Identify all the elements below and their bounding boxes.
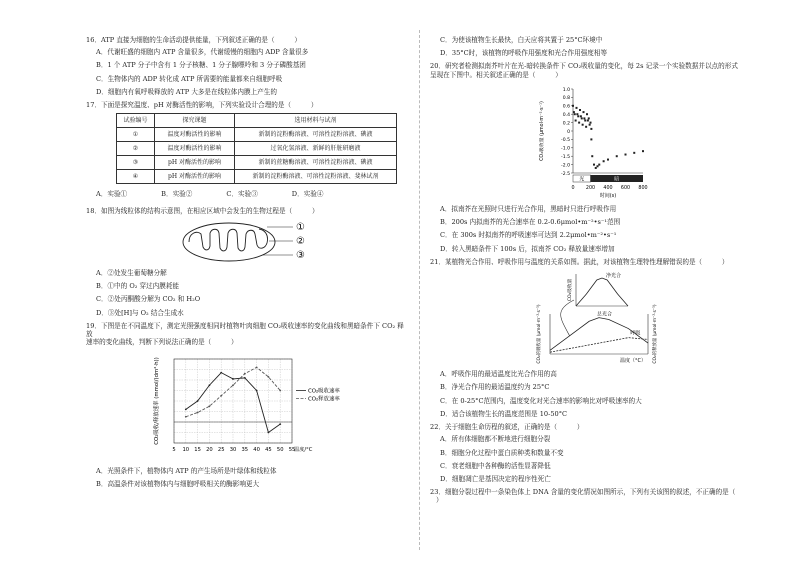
data-point — [575, 119, 577, 121]
diagram-label-2: ② — [296, 235, 305, 247]
table-cell: pH 对酶活性的影响 — [155, 170, 235, 184]
question-18-option-d[interactable]: D．③处[H]与 O₂ 结合生成水 — [96, 308, 184, 317]
x-tick-label: 30 — [229, 446, 237, 453]
main-y-label-left: CO₂的吸收量 (μmol·m⁻²·s⁻¹) — [537, 304, 542, 364]
x-tick-label: 800 — [638, 185, 648, 191]
data-point — [642, 150, 644, 152]
x-tick-label: 50 — [276, 446, 284, 453]
data-point — [603, 160, 605, 162]
question-17-option-b[interactable]: B．实验② — [161, 190, 193, 199]
question-20-option-a[interactable]: A．拟南芥在光照时只进行光合作用，黑暗时只进行呼吸作用 — [440, 204, 617, 213]
question-23-stem-line1: 23．细胞分裂过程中一条染色体上 DNA 含量的变化情况如图所示，下列有关该图的叙述，不正确的是（ — [430, 488, 736, 497]
question-20-option-b[interactable]: B．200s 内拟南芥的光合速率在 0.2-0.6μmol•m⁻²•s⁻¹范围 — [440, 218, 621, 227]
data-point — [232, 384, 234, 386]
question-16-option-c[interactable]: C．生物体内的 ADP 转化成 ATP 所需要的能量都来自细胞呼吸 — [96, 74, 283, 83]
data-point — [256, 389, 258, 391]
question-19-option-a[interactable]: A．光照条件下，植物体内 ATP 的产生场所是叶绿体和线粒体 — [96, 466, 277, 475]
data-point — [590, 122, 592, 124]
table-header: 探究课题 — [155, 114, 235, 128]
question-16-option-d[interactable]: D．细胞内有氧呼吸释放的 ATP 大多是在线粒体内膜上产生的 — [96, 87, 277, 96]
x-axis-label: 温度（°C） — [620, 358, 646, 365]
question-23-stem-line2: ） — [436, 496, 443, 505]
data-point — [279, 389, 281, 391]
x-tick-label: 45 — [265, 446, 272, 453]
data-point — [597, 165, 599, 167]
x-tick-label: 55 — [288, 446, 296, 453]
x-tick-label: 0 — [571, 185, 575, 191]
data-point — [576, 113, 578, 115]
table-row — [117, 170, 397, 184]
table-cell: 温度对酶活性的影响 — [155, 128, 235, 142]
question-22-option-d[interactable]: D．细胞凋亡是基因决定的程序性死亡 — [440, 474, 551, 483]
experiment-table — [116, 113, 397, 184]
main-y-label-right: CO₂的释放量 (μmol·m⁻²·s⁻¹) — [653, 304, 658, 364]
x-tick-label: 600 — [620, 185, 631, 191]
x-axis-label: 时间(s) — [599, 192, 617, 199]
table-row — [117, 128, 397, 142]
question-20-stem-line1: 20．研究者检测拟南芥叶片在光-暗转换条件下 CO₂吸收量的变化，每 2s 记录一个实验数据并以点的形式 — [430, 62, 738, 71]
question-21-option-a[interactable]: A．呼吸作用的最适温度比光合作用的高 — [440, 370, 557, 379]
data-point — [574, 113, 576, 115]
x-tick-label: 10 — [182, 446, 190, 453]
table-cell: ② — [117, 142, 155, 156]
table-cell: ④ — [117, 170, 155, 184]
data-point — [585, 126, 587, 128]
left-column — [86, 36, 408, 493]
gross-photosynthesis-label: 总光合 — [597, 311, 613, 318]
data-point — [197, 411, 199, 413]
question-20-option-d[interactable]: D．转入黑暗条件下 100s 后，拟南芥 CO₂ 释放量速率增加 — [440, 244, 615, 253]
y-axis-label: CO₂吸收/释放速率 (mmol/(dm²·h)) — [154, 356, 160, 445]
data-point — [220, 371, 222, 373]
data-point — [279, 423, 281, 425]
question-16-option-a[interactable]: A．代谢旺盛的细胞内 ATP 含量很多，代谢缓慢的细胞内 ADP 含量很多 — [96, 48, 309, 57]
question-18-stem: 18．如图为线粒体的结构示意图，在相应区域中会发生的生物过程是（ ） — [86, 206, 319, 215]
question-21-option-b[interactable]: B．净光合作用的最适温度约为 25°C — [440, 383, 550, 392]
x-tick-label: 20 — [206, 446, 213, 453]
x-tick-label: 35 — [241, 446, 249, 453]
question-21-option-d[interactable]: D．适合该植物生长的温度范围是 10-50°C — [440, 409, 568, 418]
data-point — [576, 107, 578, 109]
data-point — [590, 138, 592, 140]
x-tick-label: 25 — [217, 446, 225, 453]
data-point — [244, 372, 246, 374]
x-tick-label: 15 — [194, 446, 201, 453]
x-tick-label: 200 — [585, 185, 596, 191]
question-16-option-b[interactable]: B．1 个 ATP 分子中含有 1 分子核糖、1 分子腺嘌呤和 3 分子磷酸基团 — [96, 61, 306, 70]
legend-label: CO₂吸收速率 — [308, 388, 340, 395]
data-point — [256, 366, 258, 368]
data-point — [220, 394, 222, 396]
question-17 — [86, 101, 408, 198]
column-divider — [419, 30, 420, 550]
data-point — [572, 105, 574, 107]
table-cell: 温度对酶活性的影响 — [155, 142, 235, 156]
y-tick-label: -2.0 — [561, 163, 570, 169]
data-point — [595, 167, 597, 169]
y-tick-label: -1.0 — [561, 146, 570, 152]
data-point — [209, 405, 211, 407]
data-point — [577, 115, 579, 117]
data-point — [579, 109, 581, 111]
question-22-option-c[interactable]: C．衰老细胞中各种酶的活性显著降低 — [440, 461, 551, 470]
question-23 — [430, 488, 760, 504]
diagram-label-3: ③ — [296, 249, 305, 261]
data-point — [578, 122, 580, 124]
question-19-stem-line1: 19．下图是在不同温度下，测定光照强度相同时植物叶肉细胞 CO₂吸收速率的变化曲线和黑暗条件下 CO₂ 释放 — [86, 321, 404, 339]
data-point — [581, 117, 583, 119]
question-19 — [86, 322, 408, 488]
data-point — [232, 378, 234, 380]
table-cell: 新制的淀粉酶溶液、可溶性淀粉溶液、斐林试剂 — [235, 170, 397, 184]
y-tick-label: 0.4 — [562, 112, 570, 118]
table-row — [117, 156, 397, 170]
data-point — [268, 431, 270, 433]
outer-membrane — [183, 223, 275, 261]
y-tick-label: 0.6 — [562, 104, 570, 110]
table-cell: 新制的淀粉酶溶液、可溶性淀粉溶液、碘液 — [235, 128, 397, 142]
data-point — [589, 124, 591, 126]
data-point — [593, 164, 595, 166]
data-point — [591, 155, 593, 157]
data-point — [185, 415, 187, 417]
question-21 — [430, 258, 760, 418]
question-19-option-d[interactable]: D．35°C时，该植物的呼吸作用强度和光合作用强度相等 — [440, 49, 608, 58]
data-point — [633, 152, 635, 154]
question-22-option-a[interactable]: A．所有体细胞都不断地进行细胞分裂 — [440, 435, 551, 444]
data-point — [197, 400, 199, 402]
right-column — [430, 36, 760, 507]
y-tick-label: 0.8 — [562, 96, 570, 102]
y-tick-label: 1.0 — [562, 87, 570, 93]
table-cell: pH 对酶活性的影响 — [155, 156, 235, 170]
y-tick-label: -2.5 — [561, 171, 570, 177]
data-point — [587, 119, 589, 121]
x-tick-label: 400 — [603, 185, 613, 191]
data-point — [573, 111, 575, 113]
table-header: 选用材料与试剂 — [235, 114, 397, 128]
data-point — [268, 375, 270, 377]
data-point — [598, 164, 600, 166]
question-22-stem: 22．关于细胞生命历程的叙述，正确的是（ ） — [430, 423, 584, 432]
data-point — [583, 117, 585, 119]
photosynthesis-respiration-chart — [510, 270, 680, 366]
question-20 — [430, 62, 760, 252]
net-photosynthesis-label: 净光合 — [606, 273, 622, 280]
question-17-stem: 17．下面是探究温度、pH 对酶活性的影响，下列实验设计合理的是（ ） — [86, 101, 318, 110]
x-axis-label: 温度/°C — [294, 446, 313, 453]
question-17-option-a[interactable]: A．实验① — [96, 190, 128, 199]
data-point — [586, 113, 588, 115]
mitochondrion-diagram — [177, 219, 317, 265]
data-point — [583, 111, 585, 113]
table-header: 试验编号 — [117, 114, 155, 128]
data-point — [590, 128, 592, 130]
y-tick-label: 0 — [567, 129, 570, 135]
x-tick-label: 40 — [253, 446, 260, 453]
data-point — [588, 117, 590, 119]
question-20-stem-line2: 呈现在下图中。相关叙述正确的是（ ） — [430, 70, 562, 79]
net-photosynthesis-line — [576, 278, 628, 306]
table-row — [117, 142, 397, 156]
table-cell: 新制的蔗糖酶溶液、可溶性淀粉溶液、碘液 — [235, 156, 397, 170]
band-label-light: 光 — [579, 176, 585, 183]
table-header-row — [117, 114, 397, 128]
data-point — [582, 124, 584, 126]
temperature-co2-chart — [142, 351, 352, 463]
y-axis-label: CO₂吸收量 (μmol·m⁻²·s⁻¹) — [540, 101, 545, 161]
data-point — [607, 158, 609, 160]
question-21-option-c[interactable]: C．在 0-25°C范围内，温度变化对光合速率的影响比对呼吸速率的大 — [440, 396, 642, 405]
legend-label: CO₂释放速率 — [308, 396, 340, 403]
question-19-option-c[interactable]: C．为使该植物生长最快，白天应将其置于 25°C环境中 — [440, 36, 603, 44]
data-point — [244, 377, 246, 379]
data-point — [185, 408, 187, 410]
question-16 — [86, 36, 408, 96]
respiration-label: 呼吸 — [630, 330, 641, 337]
question-17-option-d[interactable]: D．实验④ — [291, 190, 324, 199]
data-point — [584, 119, 586, 121]
inner-membrane-cristae — [189, 229, 268, 251]
question-18-option-b[interactable]: B．①中的 O₂ 穿过内膜耗能 — [96, 282, 180, 291]
y-tick-label: 0.2 — [562, 121, 570, 127]
y-tick-label: -1.5 — [561, 154, 570, 160]
inset-y-label: CO₂吸收量 — [568, 278, 573, 302]
y-tick-label: -0.5 — [561, 138, 570, 144]
data-point — [580, 115, 582, 117]
question-16-stem: 16．ATP 直接为细胞的生命活动提供能量，下列叙述正确的是（ ） — [86, 36, 301, 44]
question-19-stem-line2: 速率的变化曲线，判断下列说法正确的是（ ） — [86, 338, 238, 347]
table-cell: ① — [117, 128, 155, 142]
question-17-options — [96, 190, 408, 198]
diagram-label-1: ① — [296, 221, 305, 233]
data-point — [616, 155, 618, 157]
table-cell: ③ — [117, 156, 155, 170]
light-dark-co2-chart — [535, 83, 655, 201]
question-21-stem: 21．某植物光合作用、呼吸作用与温度的关系如图。据此，对该植物生理特性理解错误的是（ ） — [430, 257, 729, 266]
question-20-option-c[interactable]: C．在 300s 时拟南芥的呼吸速率可达到 2.2μmol•m⁻²•s⁻¹ — [440, 231, 617, 240]
question-17-option-c[interactable]: C．实验③ — [226, 190, 258, 199]
question-18-option-a[interactable]: A．②处发生葡萄糖分解 — [96, 268, 167, 277]
x-tick-label: 5 — [172, 446, 176, 453]
question-18-option-c[interactable]: C．②处丙酮酸分解为 CO₂ 和 H₂O — [96, 295, 201, 304]
question-18 — [86, 207, 408, 317]
question-22-option-b[interactable]: B．细胞分化过程中蛋白质种类和数量不变 — [440, 448, 564, 457]
table-cell: 过氧化氢溶液、新鲜的肝脏研磨液 — [235, 142, 397, 156]
data-point — [209, 384, 211, 386]
data-point — [625, 153, 627, 155]
band-label-dark: 暗 — [614, 176, 620, 183]
question-19-option-b[interactable]: B．高温条件对该植物体内与细胞呼吸相关的酶影响更大 — [96, 479, 260, 488]
question-22 — [430, 423, 760, 483]
inset-connector-arrow — [561, 300, 574, 336]
